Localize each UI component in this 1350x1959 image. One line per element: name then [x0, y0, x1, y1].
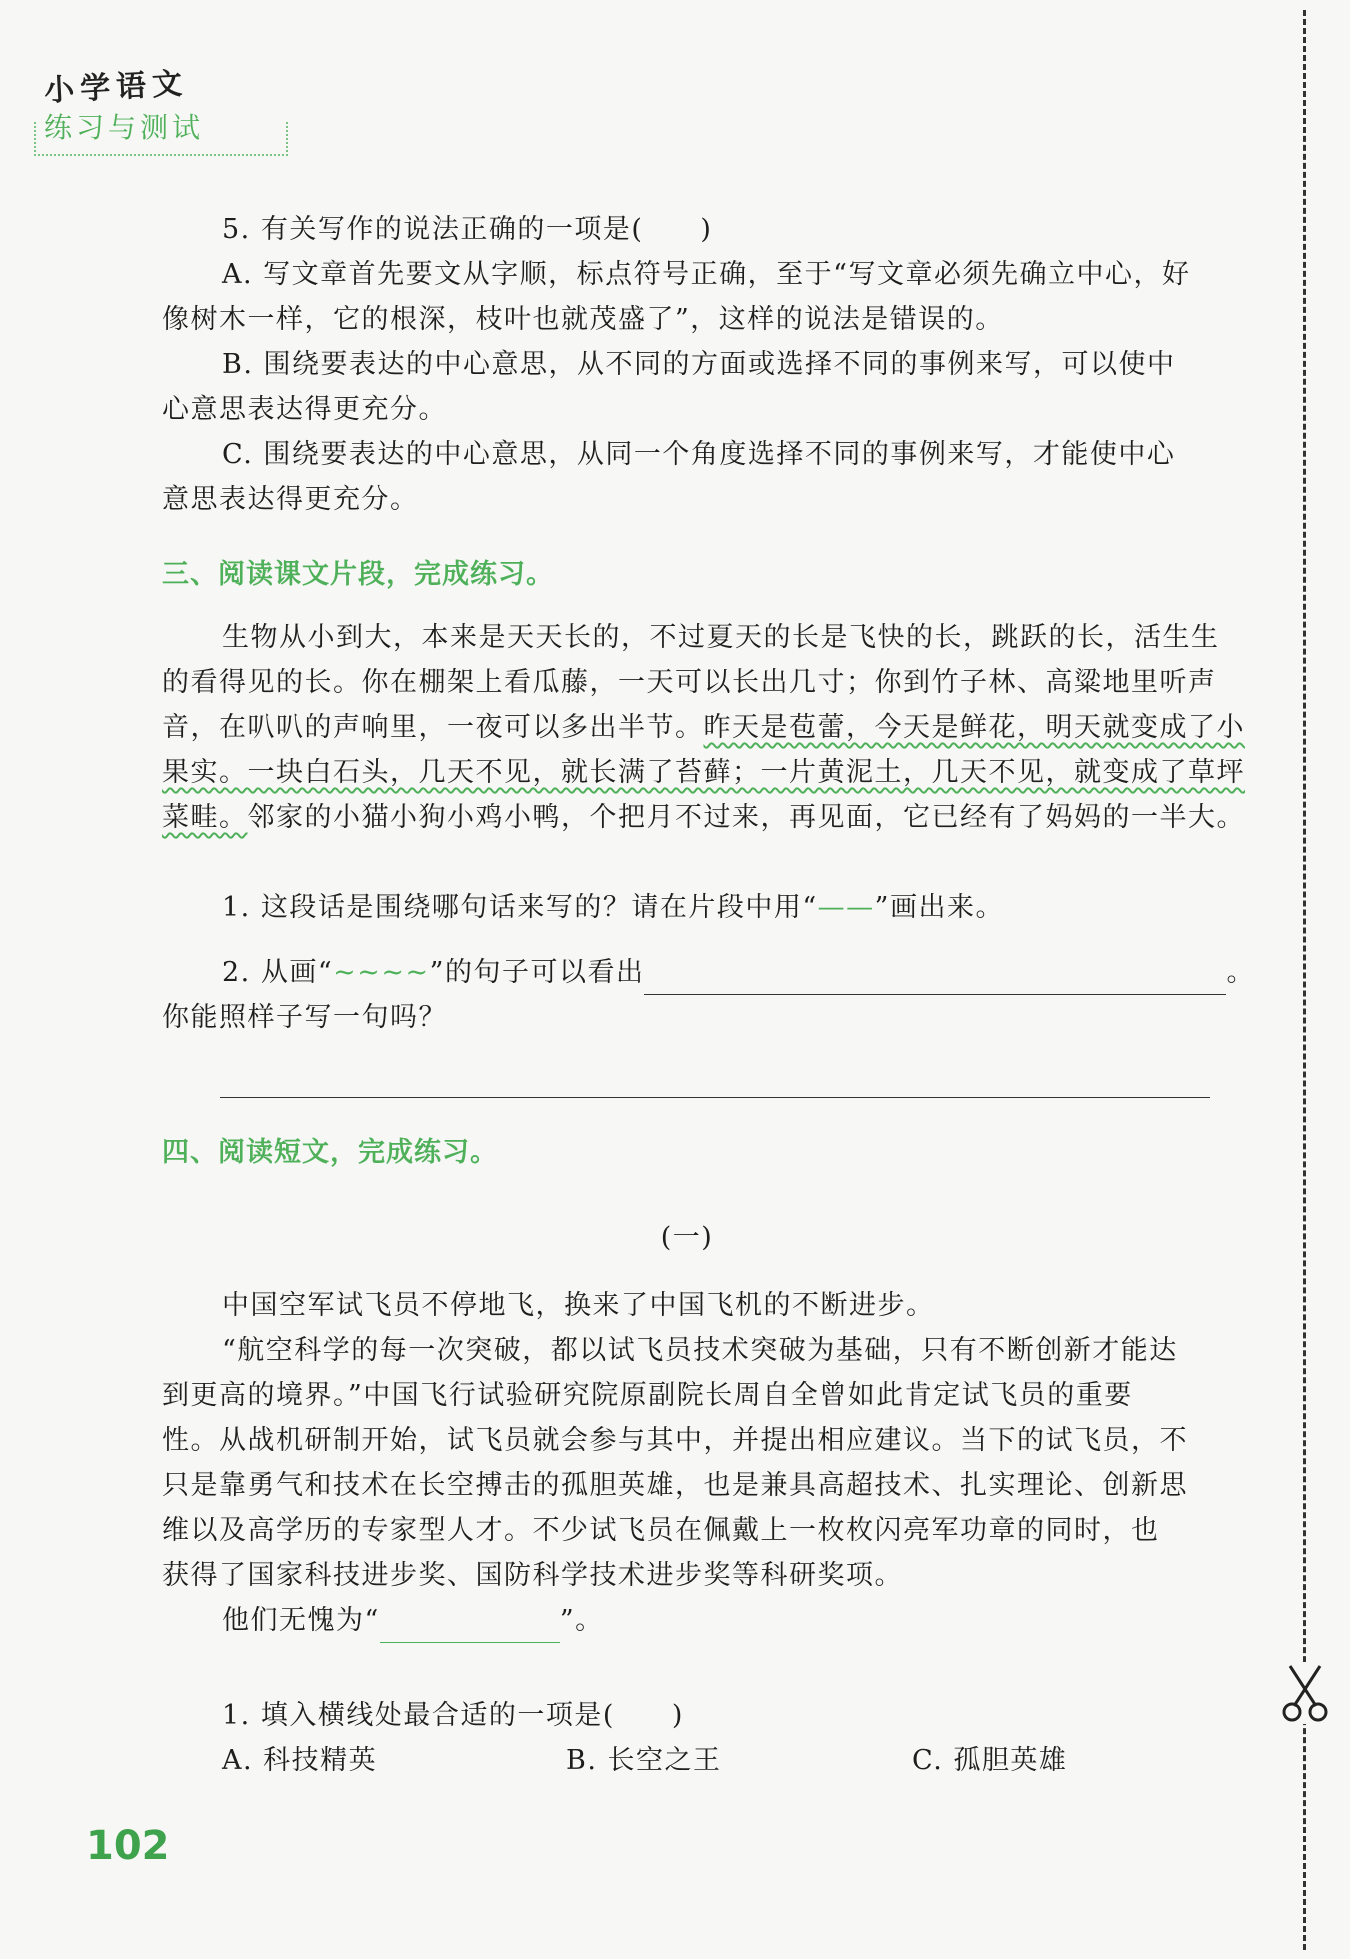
s4-question-1: 1. 填入横线处最合适的一项是( )	[222, 1700, 684, 1731]
q1-text: 1. 这段话是围绕哪句话来写的？请在片段中用“	[222, 892, 818, 923]
q5-stem: 5. 有关写作的说法正确的一项是( )	[222, 214, 713, 245]
article-paragraph-3	[222, 1598, 1212, 1643]
passage-line-1: 生物从小到大，本来是天天长的，不过夏天的长是飞快的长，跳跃的长，活生生	[222, 622, 1220, 653]
article-p2-line6: 获得了国家科技进步奖、国防科学技术进步奖等科研奖项。	[162, 1560, 903, 1591]
passage-text: 邻家的小猫小狗小鸡小鸭，个把月不过来，再见面，它已经有了妈妈的一半大。	[247, 802, 1245, 833]
passage-line-3	[162, 705, 1245, 750]
passage-text: 音，在叭叭的声响里，一夜可以多出半节。	[162, 712, 704, 743]
part-label: (一)	[660, 1222, 714, 1253]
q2-text: 2. 从画“	[222, 957, 334, 988]
q1-text-end: ”画出来。	[874, 892, 1004, 923]
passage-line-2: 的看得见的长。你在棚架上看瓜藤，一天可以长出几寸；你到竹子林、高粱地里听声	[162, 667, 1217, 698]
cut-line	[1303, 10, 1306, 1950]
article-p2-line5: 维以及高学历的专家型人才。不少试飞员在佩戴上一枚枚闪亮军功章的同时，也	[162, 1515, 1160, 1546]
q5-option-b-line2: 心意思表达得更充分。	[162, 394, 447, 425]
article-paragraph-1: 中国空军试飞员不停地飞，换来了中国飞机的不断进步。	[222, 1290, 935, 1321]
section-4-heading: 四、阅读短文，完成练习。	[162, 1137, 498, 1168]
header-dotted-frame	[34, 122, 288, 156]
s3-question-1	[222, 885, 1212, 930]
section-3-heading: 三、阅读课文片段，完成练习。	[162, 559, 554, 590]
option-c[interactable]: C. 孤胆英雄	[912, 1745, 1068, 1776]
book-subtitle: 练习与测试	[44, 111, 205, 144]
scissors-icon	[1278, 1662, 1332, 1724]
straight-line-mark: ——	[817, 892, 875, 923]
s3-question-2-line2: 你能照样子写一句吗？	[162, 1002, 447, 1033]
p3-text-end: ”。	[559, 1605, 604, 1636]
s3-question-2	[222, 950, 1255, 995]
q5-option-c-line2: 意思表达得更充分。	[162, 484, 419, 515]
q5-option-b-line1: B. 围绕要表达的中心意思，从不同的方面或选择不同的事例来写，可以使中	[222, 349, 1176, 380]
wavy-underlined-sentence: 昨天是苞蕾，今天是鲜花，明天就变成了小	[703, 712, 1245, 743]
article-p2-line2: 到更高的境界。”中国飞行试验研究院原副院长周自全曾如此肯定试飞员的重要	[162, 1380, 1133, 1411]
q5-option-c-line1: C. 围绕要表达的中心意思，从同一个角度选择不同的事例来写，才能使中心	[222, 439, 1176, 470]
q2-text-mid: ”的句子可以看出	[429, 957, 645, 988]
article-p2-line1: “航空科学的每一次突破，都以试飞员技术突破为基础，只有不断创新才能达	[222, 1335, 1178, 1366]
p3-text: 他们无愧为“	[222, 1605, 380, 1636]
q5-option-a-line1: A. 写文章首先要文从字顺，标点符号正确，至于“写文章必须先确立中心，好	[222, 259, 1191, 290]
option-b[interactable]: B. 长空之王	[566, 1745, 722, 1776]
article-p2-line3: 性。从战机研制开始，试飞员就会参与其中，并提出相应建议。当下的试飞员，不	[162, 1425, 1188, 1456]
q2-period: 。	[1226, 957, 1255, 988]
article-p2-line4: 只是靠勇气和技术在长空搏击的孤胆英雄，也是兼具高超技术、扎实理论、创新思	[162, 1470, 1188, 1501]
title-fill-blank[interactable]	[380, 1612, 560, 1643]
passage-line-5	[162, 795, 1245, 840]
q5-option-a-line2: 像树木一样，它的根深，枝叶也就茂盛了”，这样的说法是错误的。	[162, 304, 1004, 335]
wavy-underlined-end: 菜畦。	[162, 802, 248, 833]
book-title: 小学语文	[43, 66, 190, 109]
q2-writing-line[interactable]	[220, 1097, 1210, 1098]
wavy-line-mark: ~~~~	[333, 957, 430, 988]
passage-line-4-wavy: 果实。一块白石头，几天不见，就长满了苔藓；一片黄泥土，几天不见，就变成了草坪	[162, 757, 1245, 788]
option-a[interactable]: A. 科技精英	[222, 1745, 378, 1776]
q2-answer-blank[interactable]	[644, 964, 1226, 995]
page-number: 102	[86, 1823, 170, 1869]
